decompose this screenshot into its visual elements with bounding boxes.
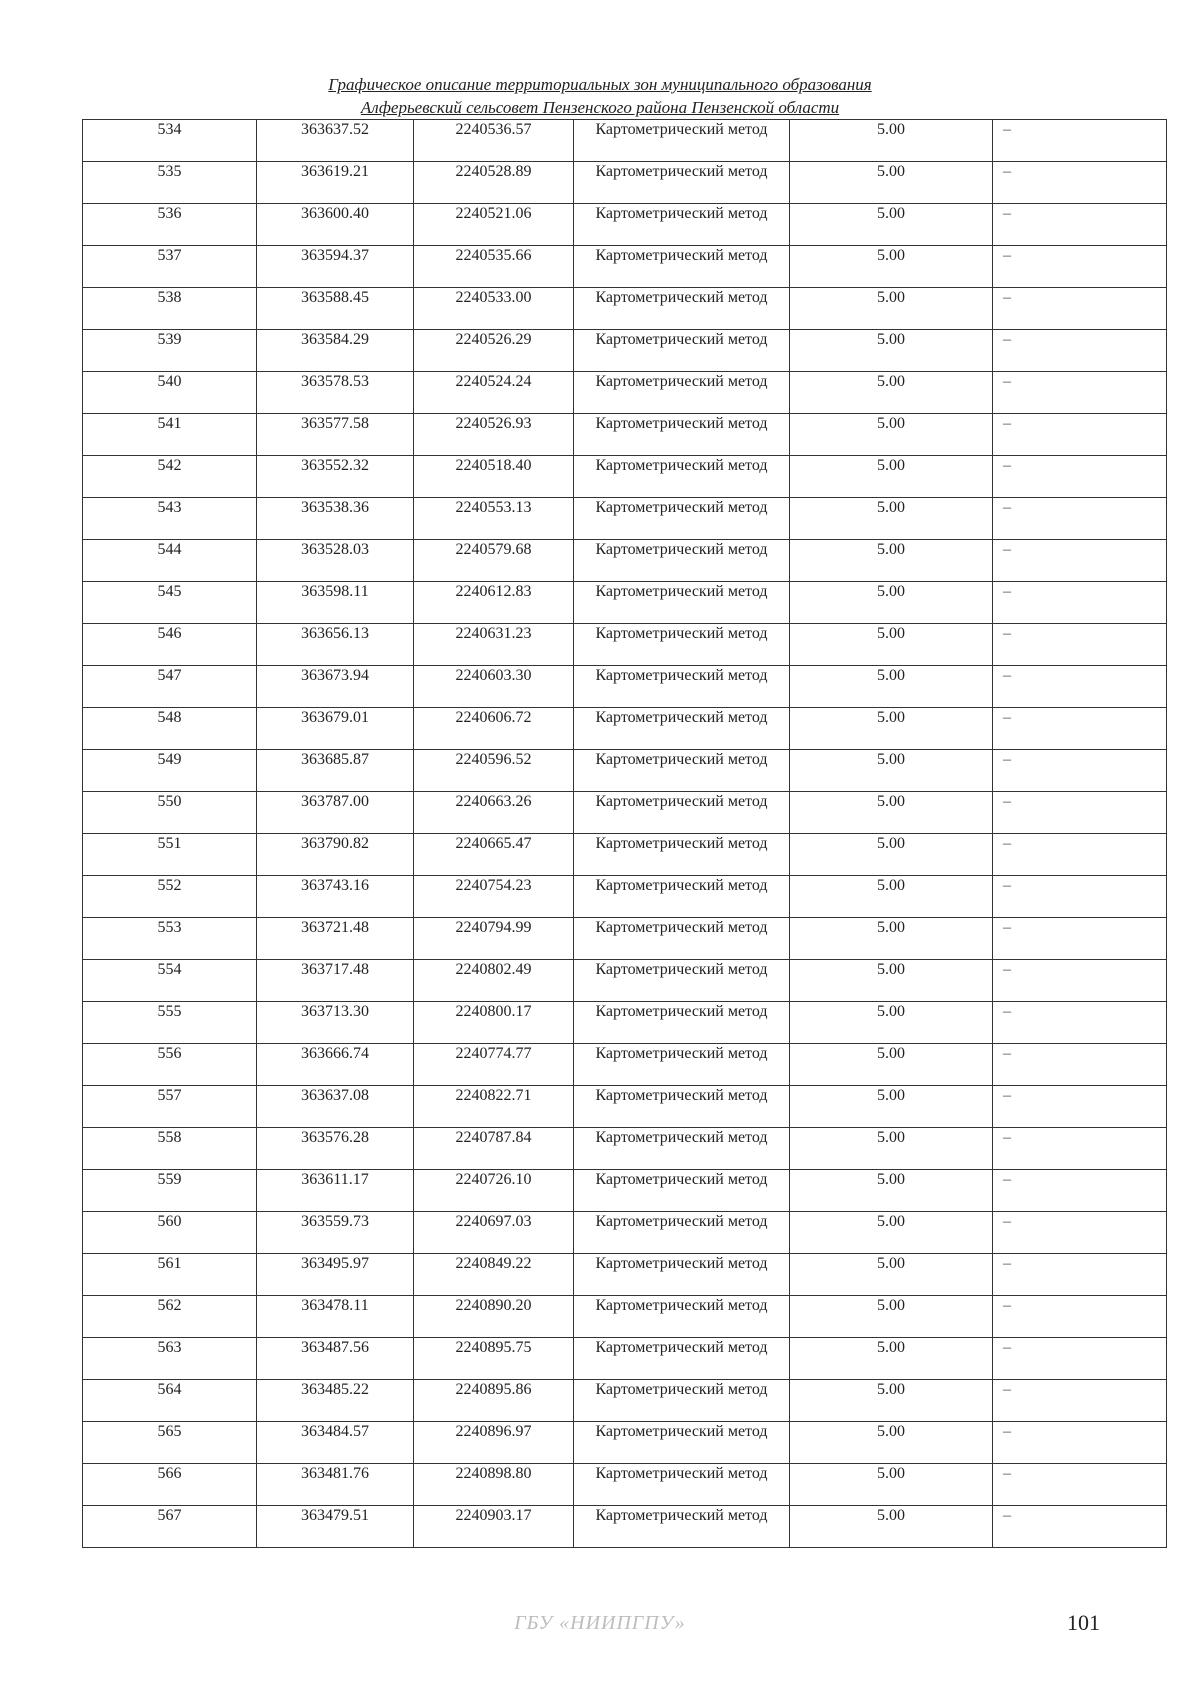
cell-y-coordinate: 2240895.86 (414, 1380, 574, 1422)
cell-note: – (993, 1086, 1167, 1128)
cell-accuracy: 5.00 (790, 330, 993, 372)
cell-y-coordinate: 2240800.17 (414, 1002, 574, 1044)
table-row (83, 246, 1167, 288)
cell-method: Картометрический метод (574, 918, 790, 960)
cell-y-coordinate: 2240890.20 (414, 1296, 574, 1338)
cell-y-coordinate: 2240518.40 (414, 456, 574, 498)
cell-x-coordinate: 363479.51 (257, 1506, 414, 1548)
cell-y-coordinate: 2240536.57 (414, 120, 574, 162)
cell-x-coordinate: 363487.56 (257, 1338, 414, 1380)
cell-x-coordinate: 363559.73 (257, 1212, 414, 1254)
cell-y-coordinate: 2240526.29 (414, 330, 574, 372)
cell-accuracy: 5.00 (790, 246, 993, 288)
cell-method: Картометрический метод (574, 1212, 790, 1254)
cell-note: – (993, 750, 1167, 792)
cell-x-coordinate: 363552.32 (257, 456, 414, 498)
cell-y-coordinate: 2240849.22 (414, 1254, 574, 1296)
cell-y-coordinate: 2240903.17 (414, 1506, 574, 1548)
cell-point-number: 537 (83, 246, 257, 288)
cell-accuracy: 5.00 (790, 456, 993, 498)
cell-method: Картометрический метод (574, 330, 790, 372)
cell-y-coordinate: 2240794.99 (414, 918, 574, 960)
cell-point-number: 560 (83, 1212, 257, 1254)
table-row (83, 1044, 1167, 1086)
cell-x-coordinate: 363576.28 (257, 1128, 414, 1170)
cell-note: – (993, 834, 1167, 876)
cell-accuracy: 5.00 (790, 960, 993, 1002)
table-body (83, 120, 1167, 1548)
cell-accuracy: 5.00 (790, 750, 993, 792)
table-row (83, 792, 1167, 834)
cell-y-coordinate: 2240754.23 (414, 876, 574, 918)
cell-accuracy: 5.00 (790, 876, 993, 918)
cell-x-coordinate: 363611.17 (257, 1170, 414, 1212)
cell-note: – (993, 876, 1167, 918)
table-row (83, 456, 1167, 498)
cell-y-coordinate: 2240553.13 (414, 498, 574, 540)
cell-y-coordinate: 2240787.84 (414, 1128, 574, 1170)
cell-note: – (993, 162, 1167, 204)
cell-method: Картометрический метод (574, 834, 790, 876)
cell-point-number: 541 (83, 414, 257, 456)
cell-accuracy: 5.00 (790, 582, 993, 624)
cell-method: Картометрический метод (574, 1002, 790, 1044)
cell-point-number: 558 (83, 1128, 257, 1170)
cell-accuracy: 5.00 (790, 1212, 993, 1254)
table-row (83, 204, 1167, 246)
cell-method: Картометрический метод (574, 792, 790, 834)
cell-note: – (993, 330, 1167, 372)
cell-method: Картометрический метод (574, 120, 790, 162)
cell-point-number: 536 (83, 204, 257, 246)
cell-x-coordinate: 363656.13 (257, 624, 414, 666)
cell-note: – (993, 960, 1167, 1002)
cell-method: Картометрический метод (574, 876, 790, 918)
cell-accuracy: 5.00 (790, 288, 993, 330)
table-row (83, 1212, 1167, 1254)
cell-y-coordinate: 2240898.80 (414, 1464, 574, 1506)
cell-point-number: 553 (83, 918, 257, 960)
cell-accuracy: 5.00 (790, 1338, 993, 1380)
cell-y-coordinate: 2240533.00 (414, 288, 574, 330)
cell-y-coordinate: 2240822.71 (414, 1086, 574, 1128)
cell-method: Картометрический метод (574, 960, 790, 1002)
table-row (83, 120, 1167, 162)
cell-method: Картометрический метод (574, 750, 790, 792)
table-row (83, 498, 1167, 540)
cell-method: Картометрический метод (574, 1254, 790, 1296)
table-row (83, 1422, 1167, 1464)
cell-method: Картометрический метод (574, 582, 790, 624)
cell-x-coordinate: 363481.76 (257, 1464, 414, 1506)
cell-x-coordinate: 363721.48 (257, 918, 414, 960)
cell-note: – (993, 582, 1167, 624)
cell-y-coordinate: 2240895.75 (414, 1338, 574, 1380)
cell-x-coordinate: 363666.74 (257, 1044, 414, 1086)
table-row (83, 1464, 1167, 1506)
cell-accuracy: 5.00 (790, 1086, 993, 1128)
cell-accuracy: 5.00 (790, 1422, 993, 1464)
cell-note: – (993, 414, 1167, 456)
cell-point-number: 559 (83, 1170, 257, 1212)
cell-method: Картометрический метод (574, 1506, 790, 1548)
cell-y-coordinate: 2240665.47 (414, 834, 574, 876)
table-row (83, 918, 1167, 960)
cell-method: Картометрический метод (574, 1170, 790, 1212)
cell-x-coordinate: 363528.03 (257, 540, 414, 582)
cell-x-coordinate: 363790.82 (257, 834, 414, 876)
cell-x-coordinate: 363679.01 (257, 708, 414, 750)
cell-note: – (993, 1422, 1167, 1464)
cell-x-coordinate: 363743.16 (257, 876, 414, 918)
cell-note: – (993, 1002, 1167, 1044)
cell-point-number: 561 (83, 1254, 257, 1296)
document-header (0, 73, 1200, 119)
cell-accuracy: 5.00 (790, 624, 993, 666)
cell-accuracy: 5.00 (790, 498, 993, 540)
cell-y-coordinate: 2240612.83 (414, 582, 574, 624)
cell-point-number: 546 (83, 624, 257, 666)
cell-point-number: 547 (83, 666, 257, 708)
cell-method: Картометрический метод (574, 1422, 790, 1464)
table-row (83, 582, 1167, 624)
table-row (83, 876, 1167, 918)
cell-x-coordinate: 363577.58 (257, 414, 414, 456)
cell-point-number: 548 (83, 708, 257, 750)
cell-method: Картометрический метод (574, 1086, 790, 1128)
cell-x-coordinate: 363478.11 (257, 1296, 414, 1338)
cell-accuracy: 5.00 (790, 1296, 993, 1338)
cell-y-coordinate: 2240631.23 (414, 624, 574, 666)
cell-point-number: 552 (83, 876, 257, 918)
cell-note: – (993, 456, 1167, 498)
cell-point-number: 544 (83, 540, 257, 582)
cell-y-coordinate: 2240663.26 (414, 792, 574, 834)
cell-method: Картометрический метод (574, 204, 790, 246)
cell-y-coordinate: 2240596.52 (414, 750, 574, 792)
cell-point-number: 556 (83, 1044, 257, 1086)
header-line-1: Графическое описание территориальных зон муниципального образования (328, 75, 872, 94)
cell-x-coordinate: 363588.45 (257, 288, 414, 330)
table-row (83, 1170, 1167, 1212)
table-row (83, 1296, 1167, 1338)
cell-point-number: 550 (83, 792, 257, 834)
table-row (83, 414, 1167, 456)
cell-accuracy: 5.00 (790, 1380, 993, 1422)
cell-y-coordinate: 2240726.10 (414, 1170, 574, 1212)
cell-x-coordinate: 363619.21 (257, 162, 414, 204)
cell-method: Картометрический метод (574, 414, 790, 456)
table-row (83, 960, 1167, 1002)
cell-point-number: 535 (83, 162, 257, 204)
cell-method: Картометрический метод (574, 1128, 790, 1170)
cell-point-number: 567 (83, 1506, 257, 1548)
table-row (83, 1254, 1167, 1296)
cell-note: – (993, 246, 1167, 288)
cell-accuracy: 5.00 (790, 708, 993, 750)
cell-accuracy: 5.00 (790, 414, 993, 456)
cell-point-number: 555 (83, 1002, 257, 1044)
cell-accuracy: 5.00 (790, 1170, 993, 1212)
cell-point-number: 565 (83, 1422, 257, 1464)
footer-organization: ГБУ «НИИПГПУ» (514, 1612, 686, 1634)
cell-accuracy: 5.00 (790, 372, 993, 414)
table-row (83, 708, 1167, 750)
cell-y-coordinate: 2240603.30 (414, 666, 574, 708)
table-row (83, 834, 1167, 876)
cell-y-coordinate: 2240579.68 (414, 540, 574, 582)
cell-y-coordinate: 2240802.49 (414, 960, 574, 1002)
cell-accuracy: 5.00 (790, 918, 993, 960)
cell-note: – (993, 1506, 1167, 1548)
table-row (83, 624, 1167, 666)
cell-point-number: 539 (83, 330, 257, 372)
cell-point-number: 564 (83, 1380, 257, 1422)
cell-x-coordinate: 363685.87 (257, 750, 414, 792)
table-row (83, 750, 1167, 792)
cell-point-number: 551 (83, 834, 257, 876)
table-row (83, 540, 1167, 582)
cell-point-number: 538 (83, 288, 257, 330)
cell-note: – (993, 288, 1167, 330)
cell-note: – (993, 1338, 1167, 1380)
cell-accuracy: 5.00 (790, 1506, 993, 1548)
cell-note: – (993, 120, 1167, 162)
cell-point-number: 563 (83, 1338, 257, 1380)
cell-method: Картометрический метод (574, 540, 790, 582)
cell-accuracy: 5.00 (790, 1254, 993, 1296)
cell-x-coordinate: 363637.52 (257, 120, 414, 162)
cell-note: – (993, 792, 1167, 834)
cell-point-number: 566 (83, 1464, 257, 1506)
table-row (83, 288, 1167, 330)
table-row (83, 1128, 1167, 1170)
cell-note: – (993, 1044, 1167, 1086)
page-number: 101 (1067, 1610, 1100, 1635)
cell-method: Картометрический метод (574, 246, 790, 288)
cell-y-coordinate: 2240774.77 (414, 1044, 574, 1086)
cell-note: – (993, 498, 1167, 540)
cell-accuracy: 5.00 (790, 792, 993, 834)
cell-y-coordinate: 2240697.03 (414, 1212, 574, 1254)
table-row (83, 162, 1167, 204)
cell-note: – (993, 1254, 1167, 1296)
table-row (83, 1506, 1167, 1548)
cell-note: – (993, 708, 1167, 750)
cell-x-coordinate: 363637.08 (257, 1086, 414, 1128)
cell-accuracy: 5.00 (790, 120, 993, 162)
cell-x-coordinate: 363538.36 (257, 498, 414, 540)
cell-x-coordinate: 363584.29 (257, 330, 414, 372)
cell-note: – (993, 372, 1167, 414)
cell-x-coordinate: 363594.37 (257, 246, 414, 288)
cell-point-number: 534 (83, 120, 257, 162)
cell-point-number: 540 (83, 372, 257, 414)
cell-method: Картометрический метод (574, 666, 790, 708)
cell-y-coordinate: 2240524.24 (414, 372, 574, 414)
cell-x-coordinate: 363495.97 (257, 1254, 414, 1296)
cell-method: Картометрический метод (574, 456, 790, 498)
cell-method: Картометрический метод (574, 1044, 790, 1086)
table-row (83, 1086, 1167, 1128)
cell-accuracy: 5.00 (790, 162, 993, 204)
cell-note: – (993, 540, 1167, 582)
cell-point-number: 543 (83, 498, 257, 540)
cell-accuracy: 5.00 (790, 1002, 993, 1044)
cell-note: – (993, 1128, 1167, 1170)
cell-method: Картометрический метод (574, 1380, 790, 1422)
cell-method: Картометрический метод (574, 288, 790, 330)
cell-accuracy: 5.00 (790, 540, 993, 582)
cell-method: Картометрический метод (574, 162, 790, 204)
cell-y-coordinate: 2240606.72 (414, 708, 574, 750)
cell-note: – (993, 666, 1167, 708)
cell-accuracy: 5.00 (790, 666, 993, 708)
cell-accuracy: 5.00 (790, 1464, 993, 1506)
table-row (83, 1002, 1167, 1044)
cell-method: Картометрический метод (574, 1464, 790, 1506)
coordinates-table (82, 119, 1167, 1548)
cell-note: – (993, 1212, 1167, 1254)
cell-note: – (993, 1380, 1167, 1422)
cell-x-coordinate: 363598.11 (257, 582, 414, 624)
header-line-2: Алферьевский сельсовет Пензенского района Пензенской области (360, 98, 840, 117)
cell-accuracy: 5.00 (790, 1044, 993, 1086)
cell-x-coordinate: 363484.57 (257, 1422, 414, 1464)
cell-note: – (993, 204, 1167, 246)
cell-method: Картометрический метод (574, 372, 790, 414)
cell-accuracy: 5.00 (790, 1128, 993, 1170)
cell-x-coordinate: 363673.94 (257, 666, 414, 708)
table-row (83, 1380, 1167, 1422)
table-row (83, 330, 1167, 372)
cell-point-number: 562 (83, 1296, 257, 1338)
cell-method: Картометрический метод (574, 708, 790, 750)
cell-point-number: 545 (83, 582, 257, 624)
cell-accuracy: 5.00 (790, 834, 993, 876)
cell-y-coordinate: 2240896.97 (414, 1422, 574, 1464)
cell-x-coordinate: 363578.53 (257, 372, 414, 414)
cell-note: – (993, 624, 1167, 666)
cell-method: Картометрический метод (574, 1338, 790, 1380)
cell-x-coordinate: 363787.00 (257, 792, 414, 834)
cell-note: – (993, 918, 1167, 960)
cell-x-coordinate: 363713.30 (257, 1002, 414, 1044)
cell-note: – (993, 1464, 1167, 1506)
cell-method: Картометрический метод (574, 624, 790, 666)
table-row (83, 666, 1167, 708)
cell-x-coordinate: 363485.22 (257, 1380, 414, 1422)
cell-method: Картометрический метод (574, 498, 790, 540)
cell-point-number: 554 (83, 960, 257, 1002)
cell-accuracy: 5.00 (790, 204, 993, 246)
cell-y-coordinate: 2240526.93 (414, 414, 574, 456)
table-row (83, 1338, 1167, 1380)
cell-y-coordinate: 2240528.89 (414, 162, 574, 204)
cell-y-coordinate: 2240535.66 (414, 246, 574, 288)
cell-method: Картометрический метод (574, 1296, 790, 1338)
cell-point-number: 542 (83, 456, 257, 498)
cell-x-coordinate: 363600.40 (257, 204, 414, 246)
cell-y-coordinate: 2240521.06 (414, 204, 574, 246)
cell-point-number: 557 (83, 1086, 257, 1128)
cell-note: – (993, 1296, 1167, 1338)
table-row (83, 372, 1167, 414)
cell-x-coordinate: 363717.48 (257, 960, 414, 1002)
cell-note: – (993, 1170, 1167, 1212)
cell-point-number: 549 (83, 750, 257, 792)
